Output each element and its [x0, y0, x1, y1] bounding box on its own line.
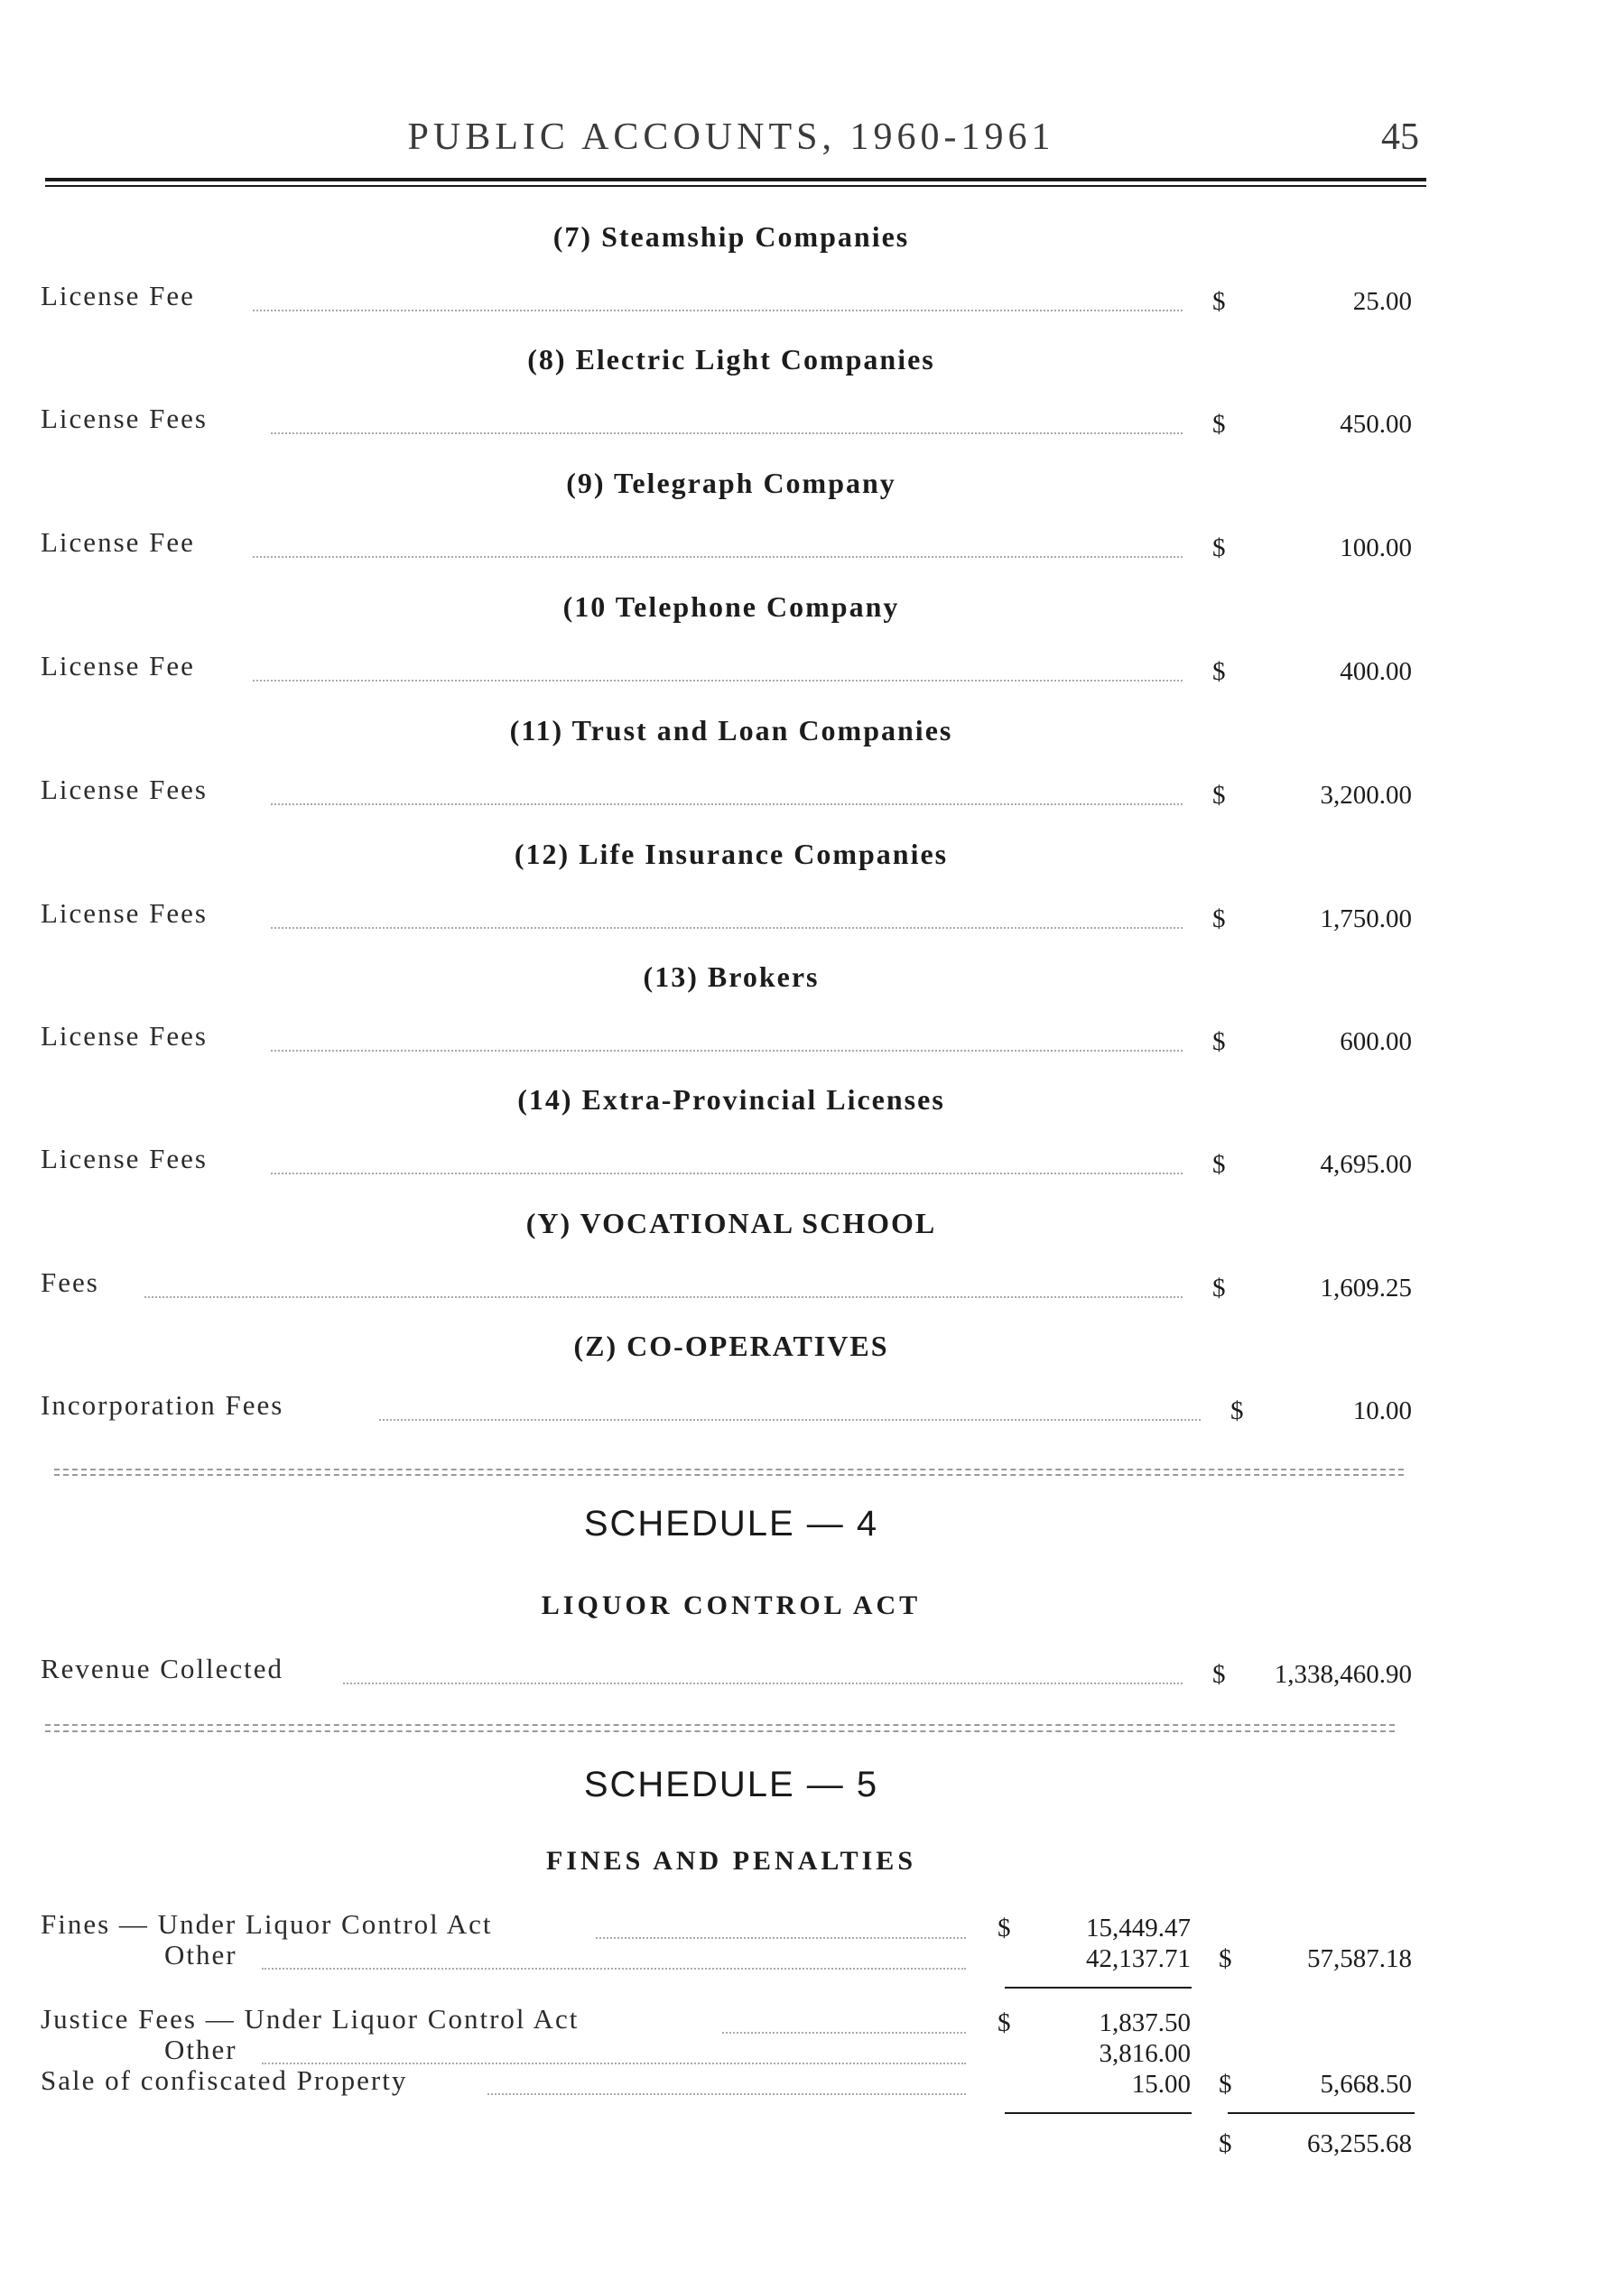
header-rule-thin: [45, 185, 1426, 187]
fines-liquor-amount: 15,449.47: [1086, 1914, 1191, 1943]
total-rule: [1228, 2112, 1415, 2114]
dot-leader: [487, 2093, 966, 2095]
section-heading: (9) Telegraph Company: [566, 467, 896, 499]
line-item-amount: 600.00: [1340, 1027, 1412, 1056]
justice-other-label: Other: [164, 2034, 237, 2065]
dot-leader: [271, 1050, 1183, 1052]
line-item-amount: 1,609.25: [1320, 1274, 1412, 1303]
line-item-amount: 4,695.00: [1320, 1150, 1412, 1179]
line-item-label: License Fee: [41, 280, 195, 311]
line-item-label: Fees: [41, 1266, 99, 1298]
currency-symbol: $: [1219, 2129, 1232, 2158]
line-item-label: License Fee: [41, 526, 195, 558]
dot-leader: [144, 1296, 1183, 1298]
line-item-label: License Fees: [41, 1020, 208, 1052]
section-heading: (14) Extra-Provincial Licenses: [517, 1083, 945, 1116]
currency-symbol: $: [998, 1914, 1011, 1943]
justice-total-amount: 5,668.50: [1320, 2070, 1412, 2099]
line-item-label: License Fees: [41, 403, 208, 434]
sale-confiscated-amount: 15.00: [1131, 2070, 1191, 2099]
grand-total-amount: 63,255.68: [1307, 2129, 1412, 2158]
header-rule: [45, 178, 1426, 181]
revenue-collected-amount: 1,338,460.90: [1274, 1660, 1412, 1689]
dot-leader: [271, 1173, 1183, 1174]
currency-symbol: $: [998, 2008, 1011, 2037]
schedule-5-title: SCHEDULE — 5: [583, 1765, 879, 1804]
line-item-amount: 450.00: [1340, 410, 1412, 439]
section-heading: (8) Electric Light Companies: [527, 343, 935, 376]
currency-symbol: $: [1212, 1027, 1226, 1056]
line-item-label: Incorporation Fees: [41, 1389, 284, 1421]
currency-symbol: $: [1212, 904, 1226, 933]
section-heading: (11) Trust and Loan Companies: [509, 714, 953, 746]
justice-liquor-amount: 1,837.50: [1099, 2008, 1191, 2037]
subtotal-rule: [1005, 2112, 1192, 2114]
section-divider: [45, 1730, 1395, 1732]
currency-symbol: $: [1212, 533, 1226, 562]
dot-leader: [253, 680, 1183, 682]
dot-leader: [271, 803, 1183, 805]
fines-other-label: Other: [164, 1939, 237, 1970]
line-item-amount: 400.00: [1340, 657, 1412, 686]
currency-symbol: $: [1219, 2070, 1232, 2099]
dot-leader: [722, 2032, 966, 2034]
page-header-title: PUBLIC ACCOUNTS, 1960-1961: [407, 116, 1055, 158]
page-number: 45: [1381, 116, 1419, 158]
currency-symbol: $: [1212, 1150, 1226, 1179]
sale-confiscated-label: Sale of confiscated Property: [41, 2064, 408, 2096]
schedule-5-subtitle: FINES AND PENALTIES: [546, 1846, 916, 1876]
dot-leader: [271, 432, 1183, 434]
section-heading: (Y) VOCATIONAL SCHOOL: [525, 1207, 937, 1239]
dot-leader: [253, 556, 1183, 558]
line-item-label: License Fee: [41, 650, 195, 682]
justice-other-amount: 3,816.00: [1099, 2039, 1191, 2068]
currency-symbol: $: [1212, 657, 1226, 686]
section-heading: (12) Life Insurance Companies: [514, 838, 949, 870]
dot-leader: [262, 1968, 966, 1970]
schedule-4-title: SCHEDULE — 4: [583, 1504, 879, 1544]
line-item-amount: 25.00: [1352, 287, 1412, 316]
line-item-label: License Fees: [41, 774, 208, 805]
fines-total-amount: 57,587.18: [1307, 1944, 1412, 1973]
section-heading: (Z) CO-OPERATIVES: [573, 1330, 889, 1362]
line-item-label: License Fees: [41, 1143, 208, 1174]
fines-other-amount: 42,137.71: [1086, 1944, 1191, 1973]
currency-symbol: $: [1212, 781, 1226, 810]
currency-symbol: $: [1212, 410, 1226, 439]
fines-label: Fines — Under Liquor Control Act: [41, 1908, 493, 1940]
line-item-amount: 10.00: [1352, 1396, 1412, 1425]
line-item-amount: 1,750.00: [1320, 904, 1412, 933]
currency-symbol: $: [1219, 1944, 1232, 1973]
currency-symbol: $: [1230, 1396, 1244, 1425]
revenue-collected-label: Revenue Collected: [41, 1653, 283, 1684]
section-divider: [45, 1724, 1395, 1726]
dot-leader: [596, 1937, 966, 1939]
line-item-amount: 3,200.00: [1320, 781, 1412, 810]
justice-fees-label: Justice Fees — Under Liquor Control Act: [41, 2003, 580, 2035]
dot-leader: [253, 310, 1183, 311]
section-heading: (7) Steamship Companies: [552, 220, 910, 253]
line-item-label: License Fees: [41, 897, 208, 929]
section-heading: (13) Brokers: [643, 960, 820, 993]
currency-symbol: $: [1212, 1274, 1226, 1303]
section-heading: (10 Telephone Company: [562, 590, 900, 623]
subtotal-rule: [1005, 1987, 1192, 1989]
section-divider: [54, 1469, 1404, 1470]
dot-leader: [343, 1683, 1183, 1684]
dot-leader: [271, 927, 1183, 929]
currency-symbol: $: [1212, 287, 1226, 316]
currency-symbol: $: [1212, 1660, 1226, 1689]
section-divider: [54, 1474, 1404, 1476]
schedule-4-subtitle: LIQUOR CONTROL ACT: [541, 1590, 922, 1620]
dot-leader: [379, 1419, 1201, 1421]
line-item-amount: 100.00: [1340, 533, 1412, 562]
